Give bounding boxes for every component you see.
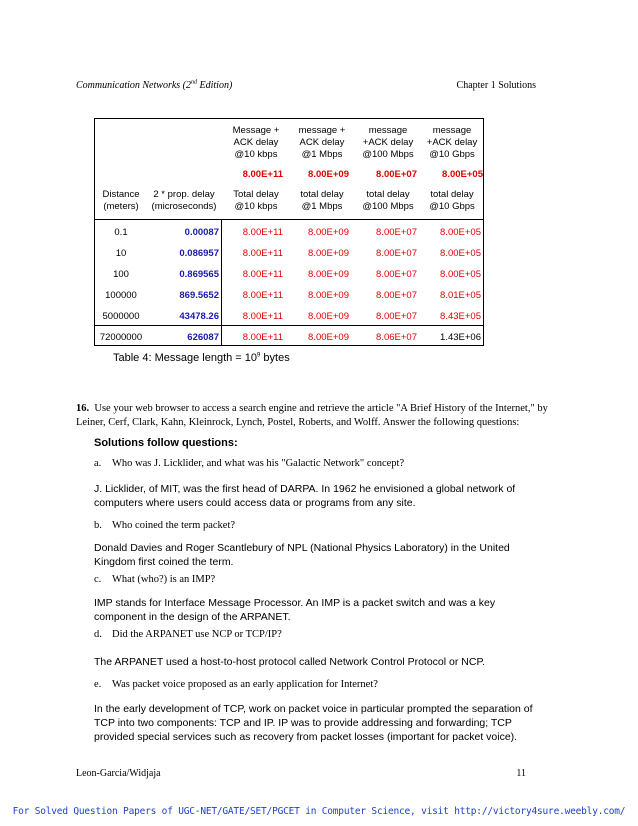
sub-question-text: What (who?) is an IMP? — [112, 574, 216, 585]
delay-value: 8.00E+05 — [442, 169, 483, 180]
solutions-heading: Solutions follow questions: — [94, 437, 238, 449]
col-header: Distance (meters) — [102, 189, 140, 212]
table-cell-distance: 5000000 — [102, 311, 140, 322]
delay-value: 8.00E+07 — [376, 169, 417, 180]
table-cell-total-delay: 8.00E+11 — [242, 269, 283, 280]
sub-question — [94, 458, 404, 469]
table-cell-total-delay: 8.00E+05 — [440, 269, 481, 280]
table-cell-distance: 72000000 — [99, 332, 143, 343]
col-header: 2 * prop. delay (microseconds) — [151, 189, 217, 212]
running-header-chapter: Chapter 1 Solutions — [456, 80, 536, 91]
col-header: total delay @100 Mbps — [362, 189, 414, 212]
header-title-text-end: Edition) — [197, 80, 233, 91]
delay-value: 8.00E+11 — [242, 169, 283, 180]
table-cell-total-delay: 8.00E+09 — [308, 311, 349, 322]
table-cell-total-delay: 8.00E+11 — [242, 290, 283, 301]
sub-question-label: b. — [94, 520, 102, 531]
answer-text: The ARPANET used a host-to-host protocol called Network Control Protocol or NCP. — [94, 656, 486, 668]
caption-sup: 9 — [257, 352, 261, 359]
table-cell-distance: 10 — [115, 248, 127, 259]
question-16 — [76, 402, 556, 430]
question-text: Use your web browser to access a search engine and retrieve the article "A Brief History of the Internet," by Leiner, Cerf, Clark, Kahn, Kleinrock, Lynch, Postel, Roberts, and Wolff. Answer the following questions: — [76, 403, 548, 428]
sub-question-label: c. — [94, 574, 102, 585]
caption-text: Table 4: Message length = 10 — [113, 352, 258, 364]
table-divider-h — [95, 325, 483, 326]
table-cell-total-delay: 8.00E+09 — [308, 269, 349, 280]
table-divider-h — [95, 219, 483, 220]
answer-text: In the early development of TCP, work on packet voice in particular prompted the separation of TCP into two components: TCP and IP. IP was to provide addressing and forwarding; TCP provided special services such as recovery from packet losses (important for packet voice). — [94, 703, 533, 743]
table-cell-total-delay: 8.00E+09 — [308, 290, 349, 301]
sub-question — [94, 629, 282, 640]
caption-text-end: bytes — [260, 352, 290, 364]
table-cell-total-delay: 8.00E+11 — [242, 311, 283, 322]
table-cell-total-delay: 8.00E+07 — [376, 227, 417, 238]
col-header: total delay @1 Mbps — [300, 189, 344, 212]
sub-question — [94, 574, 215, 585]
table-cell-distance: 100000 — [105, 290, 137, 301]
page-number: 11 — [516, 768, 526, 779]
table-cell-total-delay: 8.01E+05 — [440, 290, 481, 301]
table-cell-total-delay: 8.00E+09 — [308, 332, 349, 343]
table-cell-total-delay: 8.00E+05 — [440, 227, 481, 238]
answer-text: J. Licklider, of MIT, was the first head of DARPA. In 1962 he envisioned a global network of computers where users could access data or programs from any site. — [94, 483, 516, 509]
table-cell-prop-delay: 0.086957 — [179, 248, 219, 259]
question-number: 16. — [76, 403, 90, 414]
table-cell-total-delay: 8.00E+09 — [308, 227, 349, 238]
sub-question-label: d. — [94, 629, 102, 640]
table-cell-distance: 100 — [113, 269, 129, 280]
answer-text: Donald Davies and Roger Scantlebury of NPL (National Physics Laboratory) in the United Kingdom first coined the term. — [94, 542, 510, 568]
footer-authors: Leon-Garcia/Widjaja — [76, 768, 161, 779]
table-cell-prop-delay: 0.00087 — [184, 227, 219, 238]
table-cell-total-delay: 8.43E+05 — [440, 311, 481, 322]
col-header-top: message + ACK delay @1 Mbps — [298, 125, 346, 160]
table-cell-total-delay: 8.06E+07 — [376, 332, 417, 343]
delay-value: 8.00E+09 — [308, 169, 349, 180]
running-header-title — [76, 80, 232, 91]
table-cell-total-delay: 8.00E+11 — [242, 248, 283, 259]
table-cell-prop-delay: 43478.26 — [179, 311, 219, 322]
table-cell-total-delay: 8.00E+11 — [242, 227, 283, 238]
sub-question-label: a. — [94, 458, 102, 469]
table-caption — [113, 352, 290, 364]
table-cell-total-delay: 8.00E+09 — [308, 248, 349, 259]
col-header: total delay @10 Gbps — [429, 189, 475, 212]
answer-text: IMP stands for Interface Message Processor. An IMP is a packet switch and was a key component in the design of the ARPANET. — [94, 597, 496, 623]
sub-question-text: Who coined the term packet? — [112, 520, 236, 531]
table-cell-prop-delay: 0.869565 — [179, 269, 219, 280]
col-header: Total delay @10 kbps — [233, 189, 279, 212]
sub-question-label: e. — [94, 679, 102, 690]
table-cell-total-delay: 1.43E+06 — [440, 332, 481, 343]
table-divider-v — [221, 219, 222, 346]
table-cell-distance: 0.1 — [114, 227, 128, 238]
sub-question-text: Did the ARPANET use NCP or TCP/IP? — [112, 629, 282, 640]
table-cell-total-delay: 8.00E+07 — [376, 248, 417, 259]
delay-table — [94, 118, 484, 346]
sub-question-text: Was packet voice proposed as an early application for Internet? — [112, 679, 378, 690]
sub-question — [94, 679, 378, 690]
sub-question-text: Who was J. Licklider, and what was his "Galactic Network" concept? — [112, 458, 405, 469]
table-cell-total-delay: 8.00E+05 — [440, 248, 481, 259]
sub-question — [94, 520, 235, 531]
col-header-top: message +ACK delay @10 Gbps — [426, 125, 478, 160]
col-header-top: Message + ACK delay @10 kbps — [232, 125, 280, 160]
header-title-text: Communication Networks (2 — [76, 80, 191, 91]
col-header-top: message +ACK delay @100 Mbps — [362, 125, 414, 160]
table-cell-prop-delay: 626087 — [187, 332, 219, 343]
table-cell-total-delay: 8.00E+07 — [376, 290, 417, 301]
header-title-sup: nd — [191, 79, 197, 86]
table-cell-prop-delay: 869.5652 — [179, 290, 219, 301]
promo-link-note[interactable]: For Solved Question Papers of UGC-NET/GATE/SET/PGCET in Computer Science, visit http://victory4sure.weebly.com/ — [12, 806, 626, 817]
table-cell-total-delay: 8.00E+07 — [376, 269, 417, 280]
table-cell-total-delay: 8.00E+11 — [242, 332, 283, 343]
table-cell-total-delay: 8.00E+07 — [376, 311, 417, 322]
